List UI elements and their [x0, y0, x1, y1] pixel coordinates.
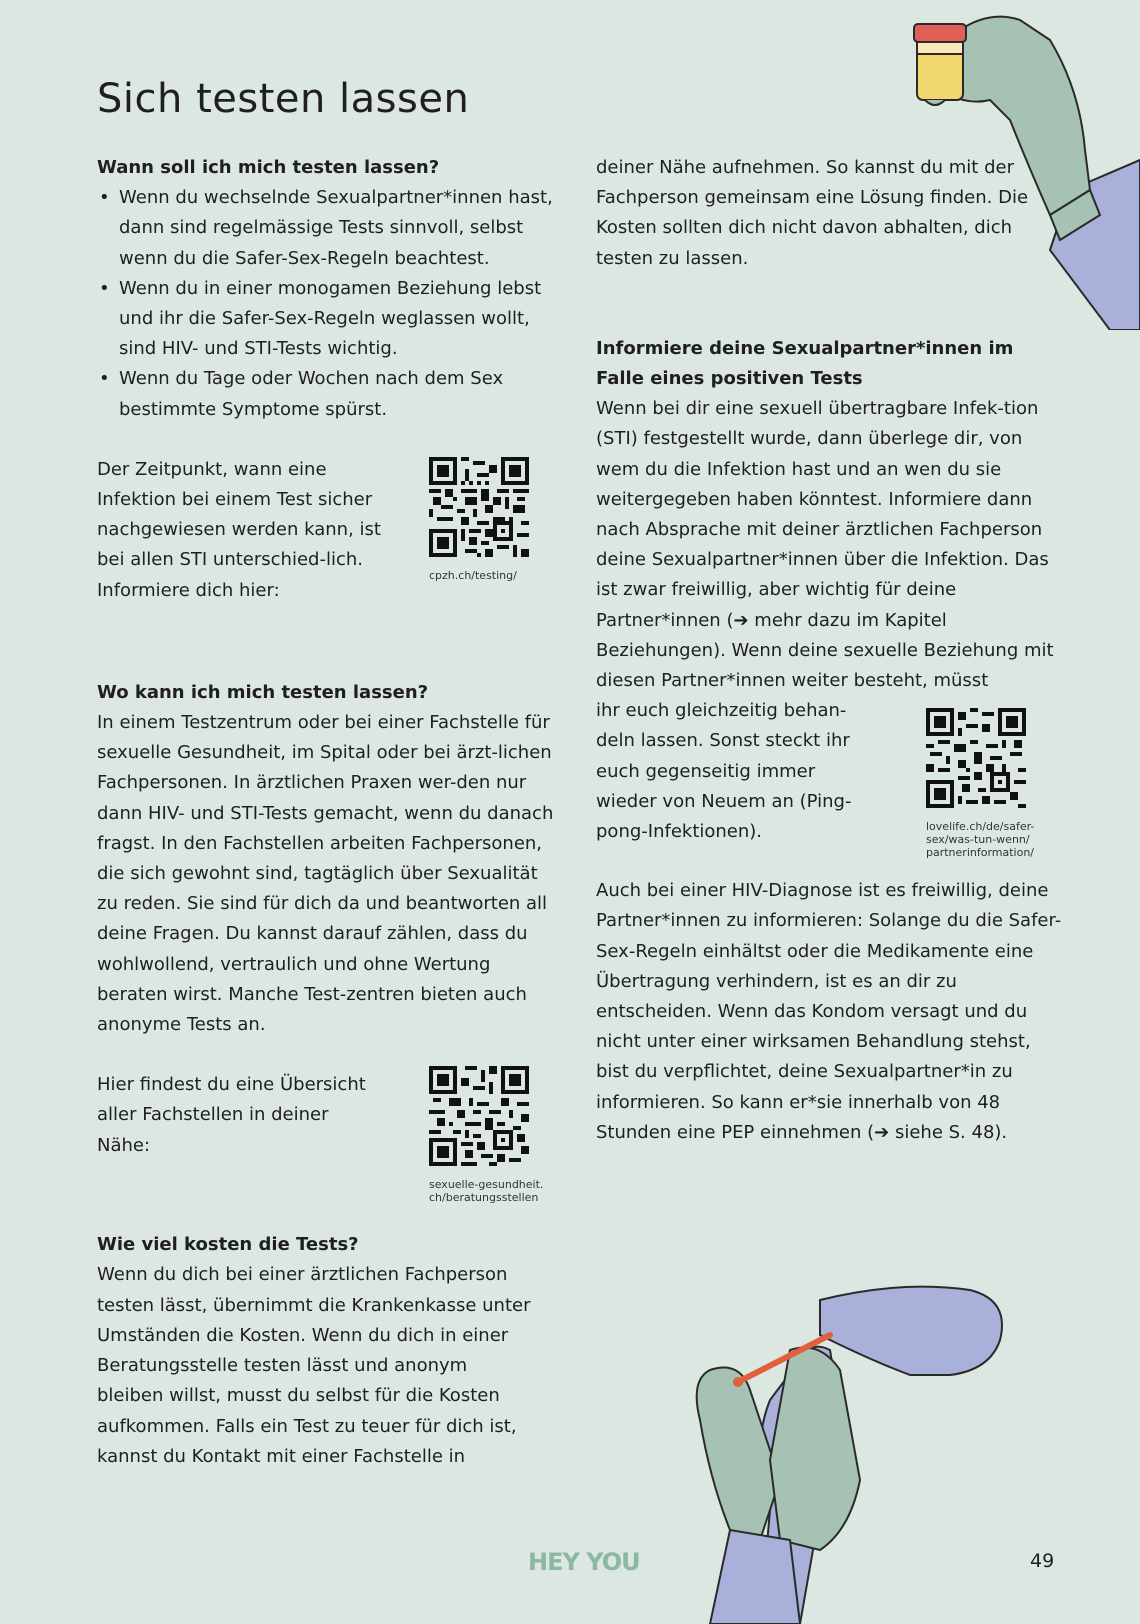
- hiv-text: [596, 876, 1066, 1148]
- qr-code-icon: [429, 457, 529, 557]
- brand-logo: HEY YOU: [528, 1548, 640, 1576]
- right-column: [596, 153, 1066, 1148]
- qr-code-icon: [429, 1066, 529, 1166]
- qr-caption: sexuelle-gesundheit.: [429, 1178, 544, 1192]
- when-bullet-list: [97, 183, 557, 425]
- section-heading-when: Wann soll ich mich testen lassen?: [97, 157, 440, 178]
- page-title: Sich testen lassen: [97, 76, 470, 122]
- arrow-right-icon: ➔: [874, 1121, 890, 1143]
- hiv-text-part: Auch bei einer HIV-Diagnose ist es freiwillig, deine Partner*innen zu informieren: Solange du die Safer-Sex-Regeln einhältst oder die Medikamente eine Übertragung verhindern, ist es an dir zu entscheiden. Wenn das Kondom versagt und du nicht unter einer wirksamen Behandlung stehst, bist du verpflichtet, deine Sexualpartner*in zu informieren. So kann er*sie innerhalb von 48 Stunden eine PEP einnehmen (: [596, 880, 1062, 1143]
- hiv-text-part: siehe S. 48).: [889, 1121, 1008, 1143]
- qr-caption: sex/was-tun-wenn/: [926, 833, 1030, 847]
- left-column: [97, 153, 557, 1472]
- where-text: In einem Testzentrum oder bei einer Fachstelle für sexuelle Gesundheit, im Spital oder bei ärzt-lichen Fachpersonen. In ärztlichen Praxen wer-den nur dann HIV- und STI-Tests gemacht, wenn du danach fragst. In den Fachstellen arbeiten Fachpersonen, die sich gewohnt sind, tagtäglich über Sexualität zu reden. Sie sind für dich da und beantworten all deine Fragen. Du kannst darauf zählen, dass du wohlwollend, vertraulich und ohne Wertung beraten wirst. Manche Test-zentren bieten auch anonyme Tests an.: [97, 712, 554, 1036]
- qr-caption: lovelife.ch/de/safer-: [926, 820, 1035, 834]
- inform-text-part: Wenn bei dir eine sexuell übertragbare Infek-tion (STI) festgestellt wurde, dann überlege dir, von wem du die Infektion hast und an wen du sie weitergegeben haben könntest. Informiere dann nach Absprache mit deiner ärztlichen Fachperson deine Sexualpartner*innen über die Infektion. Das ist zwar freiwillig, aber wichtig für deine Partner*innen (: [596, 398, 1049, 631]
- list-item: • Wenn du in einer monogamen Beziehung lebst und ihr die Safer-Sex-Regeln weglassen wollt, sind HIV- und STI-Tests wichtig.: [97, 274, 557, 365]
- hands-finger-prick-illustration: [670, 1280, 1090, 1624]
- page-number: 49: [1030, 1550, 1055, 1572]
- qr-caption: partnerinformation/: [926, 846, 1035, 860]
- qr-caption: cpzh.ch/testing/: [429, 568, 517, 582]
- list-item: • Wenn du Tage oder Wochen nach dem Sex bestimmte Symptome spürst.: [97, 364, 557, 424]
- section-heading-inform: Informiere deine Sexualpartner*innen im Falle eines positiven Tests: [596, 337, 1014, 390]
- inform-text-part: mehr dazu im Kapitel Beziehungen). Wenn deine sexuelle Beziehung mit diesen Partner*innen weiter besteht, müsst: [596, 609, 1054, 692]
- cost-text: Wenn du dich bei einer ärztlichen Fachperson testen lässt, übernimmt die Krankenkasse unter Umständen die Kosten. Wenn du dich in einer Beratungsstelle testen lässt und anonym bleiben willst, musst du selbst für die Kosten aufkommen. Falls ein Test zu teuer für dich ist, kannst du Kontakt mit einer Fachstelle in: [97, 1264, 531, 1467]
- list-item: • Wenn du wechselnde Sexualpartner*innen hast, dann sind regelmässige Tests sinnvoll, selbst wenn du die Safer-Sex-Regeln beachtest.: [97, 183, 557, 274]
- overview-text: Hier findest du eine Übersicht aller Fachstellen in deiner Nähe:: [97, 1074, 366, 1156]
- section-heading-where: Wo kann ich mich testen lassen?: [97, 681, 429, 703]
- timing-text: Der Zeitpunkt, wann eine Infektion bei einem Test sicher nachgewiesen werden kann, ist bei allen STI unterschied-lich. Informiere dich hier:: [97, 458, 381, 601]
- section-heading-cost: Wie viel kosten die Tests?: [97, 1234, 359, 1256]
- qr-code-partnerinformation[interactable]: [926, 708, 1034, 859]
- qr-code-beratungsstellen[interactable]: [429, 1066, 543, 1204]
- overview-block: [97, 1070, 557, 1230]
- qr-code-icon: [926, 708, 1026, 808]
- cost-continued-text: deiner Nähe aufnehmen. So kannst du mit der Fachperson gemeinsam eine Lösung finden. Die Kosten sollten dich nicht davon abhalten, dich testen zu lassen.: [596, 157, 1029, 269]
- pingpong-text: ihr euch gleichzeitig behan-deln lassen. Sonst steckt ihr euch gegenseitig immer wieder von Neuem an (Ping-pong-Infektionen).: [596, 700, 852, 843]
- pingpong-block: [596, 696, 1066, 876]
- qr-code-testing[interactable]: [429, 457, 529, 582]
- arrow-right-icon: ➔: [733, 609, 749, 631]
- timing-block: [97, 455, 557, 606]
- qr-caption: ch/beratungsstellen: [429, 1191, 539, 1205]
- inform-text: [596, 394, 1066, 696]
